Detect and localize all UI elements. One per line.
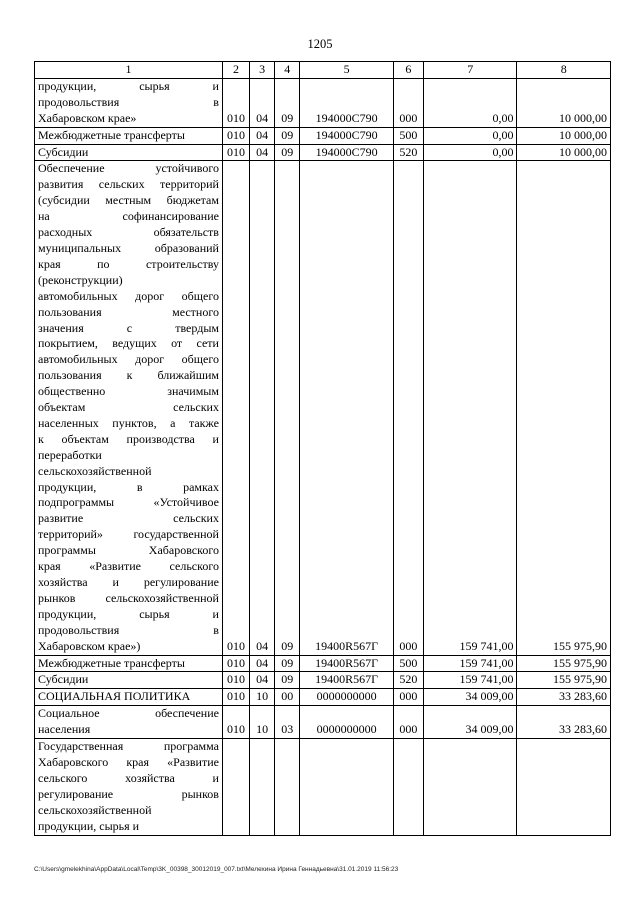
- code-section-cell: 04: [250, 655, 275, 672]
- code-section-cell: 04: [250, 144, 275, 161]
- table-header-row: [35, 62, 611, 79]
- code-section-cell: 04: [250, 672, 275, 689]
- amount-cell: 155 975,90: [517, 161, 611, 655]
- row-name-line: объектам сельских: [38, 400, 219, 415]
- column-header: 7: [424, 62, 517, 79]
- row-name-line: сельскохозяйственной: [38, 802, 152, 817]
- row-name-line: Межбюджетные трансферты: [38, 127, 185, 142]
- row-name-line: хозяйства и регулирование: [38, 575, 219, 589]
- column-header: 3: [250, 62, 275, 79]
- code-admin-cell: 010: [222, 161, 249, 655]
- expense-type-cell: 500: [393, 127, 423, 144]
- table-row: [35, 127, 611, 144]
- amount-cell: 155 975,90: [517, 655, 611, 672]
- row-name-line: пользования к ближайшим: [38, 368, 219, 383]
- code-admin-cell: 010: [222, 78, 249, 127]
- code-admin-cell: 010: [222, 689, 249, 706]
- code-admin-cell: 010: [222, 127, 249, 144]
- row-name-line: продукции, сырья и: [38, 606, 219, 621]
- row-name-line: продовольствия в: [38, 94, 219, 109]
- row-name-line: Социальное обеспечение: [38, 706, 219, 721]
- code-subsection-cell: 03: [275, 706, 300, 739]
- row-name-line: к объектам производства и: [38, 431, 219, 446]
- amount-cell: 159 741,00: [424, 672, 517, 689]
- row-name-line: Хабаровского края «Развитие: [38, 754, 219, 769]
- amount-cell: 34 009,00: [424, 689, 517, 706]
- row-name-cell: [35, 689, 223, 706]
- code-section-cell: 10: [250, 689, 275, 706]
- amount-cell: 10 000,00: [517, 144, 611, 161]
- code-section-cell: 10: [250, 706, 275, 739]
- code-subsection-cell: 09: [275, 127, 300, 144]
- row-name-line: регулирование рынков: [38, 786, 219, 801]
- code-subsection-cell: 00: [275, 689, 300, 706]
- code-admin-cell: 010: [222, 144, 249, 161]
- table-row: [35, 144, 611, 161]
- column-header: 6: [393, 62, 423, 79]
- expense-type-cell: 000: [393, 706, 423, 739]
- table-row: [35, 161, 611, 655]
- row-name-line: (субсидии местным бюджетам: [38, 193, 219, 208]
- code-subsection-cell: 09: [275, 161, 300, 655]
- row-name-line: края по строительству: [38, 256, 219, 271]
- target-article-cell: 0000000000: [300, 706, 393, 739]
- amount-cell: 34 009,00: [424, 706, 517, 739]
- row-name-line: переработки: [38, 447, 102, 462]
- code-admin-cell: 010: [222, 672, 249, 689]
- row-name-line: пользования местного: [38, 304, 219, 319]
- amount-cell: 33 283,60: [517, 689, 611, 706]
- row-name-cell: [35, 161, 223, 655]
- row-name-line: продовольствия в: [38, 622, 219, 637]
- expense-type-cell: 520: [393, 144, 423, 161]
- amount-cell: 0,00: [424, 78, 517, 127]
- row-name-line: подпрограммы «Устойчивое: [38, 495, 219, 510]
- code-section-cell: 04: [250, 161, 275, 655]
- row-name-cell: [35, 739, 223, 835]
- code-subsection-cell: 09: [275, 144, 300, 161]
- code-section-cell: 04: [250, 78, 275, 127]
- row-name-line: населенных пунктов, а также: [38, 415, 219, 430]
- row-name-line: рынков сельскохозяйственной: [38, 590, 219, 605]
- row-name-line: Субсидии: [38, 672, 89, 687]
- row-name-line: СОЦИАЛЬНАЯ ПОЛИТИКА: [38, 689, 191, 704]
- expense-type-cell: [393, 739, 423, 835]
- row-name-line: значения с твердым: [38, 320, 219, 335]
- target-article-cell: 194000С790: [300, 127, 393, 144]
- row-name-line: сельскохозяйственной: [38, 463, 152, 478]
- row-name-line: автомобильных дорог общего: [38, 288, 219, 303]
- row-name-cell: [35, 127, 223, 144]
- code-subsection-cell: 09: [275, 672, 300, 689]
- target-article-cell: 194000С790: [300, 78, 393, 127]
- row-name-cell: [35, 672, 223, 689]
- target-article-cell: 194000С790: [300, 144, 393, 161]
- row-name-line: Обеспечение устойчивого: [38, 161, 219, 176]
- amount-cell: 0,00: [424, 144, 517, 161]
- page-number: 1205: [307, 37, 333, 51]
- row-name-line: муниципальных образований: [38, 240, 219, 255]
- amount-cell: 10 000,00: [517, 127, 611, 144]
- table-row: [35, 689, 611, 706]
- code-subsection-cell: 09: [275, 78, 300, 127]
- table-row: [35, 655, 611, 672]
- target-article-cell: 19400R567Г: [300, 655, 393, 672]
- target-article-cell: 19400R567Г: [300, 161, 393, 655]
- row-name-line: Хабаровском крае»): [38, 638, 141, 653]
- row-name-line: развитие сельских: [38, 511, 219, 526]
- row-name-line: программы Хабаровского: [38, 543, 219, 558]
- row-name-line: покрытием, ведущих от сети: [38, 336, 219, 351]
- row-name-cell: [35, 706, 223, 739]
- row-name-line: на софинансирование: [38, 209, 219, 224]
- row-name-line: продукции, сырья и: [38, 818, 140, 833]
- target-article-cell: 19400R567Г: [300, 672, 393, 689]
- row-name-line: продукции, сырья и: [38, 78, 219, 93]
- code-admin-cell: 010: [222, 706, 249, 739]
- row-name-line: Межбюджетные трансферты: [38, 655, 185, 670]
- expense-type-cell: 000: [393, 161, 423, 655]
- column-header: 8: [517, 62, 611, 79]
- code-admin-cell: [222, 739, 249, 835]
- table-row: [35, 706, 611, 739]
- row-name-line: продукции, в рамках: [38, 479, 219, 494]
- row-name-line: (реконструкции): [38, 272, 123, 287]
- table-row: [35, 78, 611, 127]
- expense-type-cell: 000: [393, 689, 423, 706]
- row-name-line: расходных обязательств: [38, 225, 219, 240]
- file-path-footer: C:\Users\gmelekhina\AppData\Local\Temp\3K_00398_30012019_007.txt\Мелехина Ирина Геннадьевна\31.01.2019 11:56:23: [34, 866, 399, 873]
- target-article-cell: [300, 739, 393, 835]
- code-section-cell: 04: [250, 127, 275, 144]
- row-name-line: населения: [38, 722, 91, 737]
- column-header: 5: [300, 62, 393, 79]
- table-row: [35, 672, 611, 689]
- code-subsection-cell: [275, 739, 300, 835]
- row-name-line: Субсидии: [38, 144, 89, 159]
- row-name-cell: [35, 144, 223, 161]
- amount-cell: 10 000,00: [517, 78, 611, 127]
- row-name-line: края «Развитие сельского: [38, 559, 219, 574]
- row-name-line: общественно значимым: [38, 384, 219, 399]
- column-header: 4: [275, 62, 300, 79]
- column-header: 1: [35, 62, 223, 79]
- amount-cell: 159 741,00: [424, 161, 517, 655]
- row-name-cell: [35, 655, 223, 672]
- expense-type-cell: 520: [393, 672, 423, 689]
- expense-type-cell: 000: [393, 78, 423, 127]
- expense-type-cell: 500: [393, 655, 423, 672]
- amount-cell: 159 741,00: [424, 655, 517, 672]
- budget-table: [34, 61, 611, 836]
- amount-cell: [424, 739, 517, 835]
- code-section-cell: [250, 739, 275, 835]
- row-name-line: развития сельских территорий: [38, 177, 219, 192]
- amount-cell: [517, 739, 611, 835]
- row-name-line: территорий» государственной: [38, 527, 219, 542]
- row-name-cell: [35, 78, 223, 127]
- row-name-line: Государственная программа: [38, 739, 219, 754]
- row-name-line: сельского хозяйства и: [38, 770, 219, 785]
- code-subsection-cell: 09: [275, 655, 300, 672]
- amount-cell: 155 975,90: [517, 672, 611, 689]
- code-admin-cell: 010: [222, 655, 249, 672]
- table-row: [35, 739, 611, 835]
- amount-cell: 0,00: [424, 127, 517, 144]
- target-article-cell: 0000000000: [300, 689, 393, 706]
- row-name-line: автомобильных дорог общего: [38, 352, 219, 367]
- column-header: 2: [222, 62, 249, 79]
- row-name-line: Хабаровском крае»: [38, 110, 137, 125]
- amount-cell: 33 283,60: [517, 706, 611, 739]
